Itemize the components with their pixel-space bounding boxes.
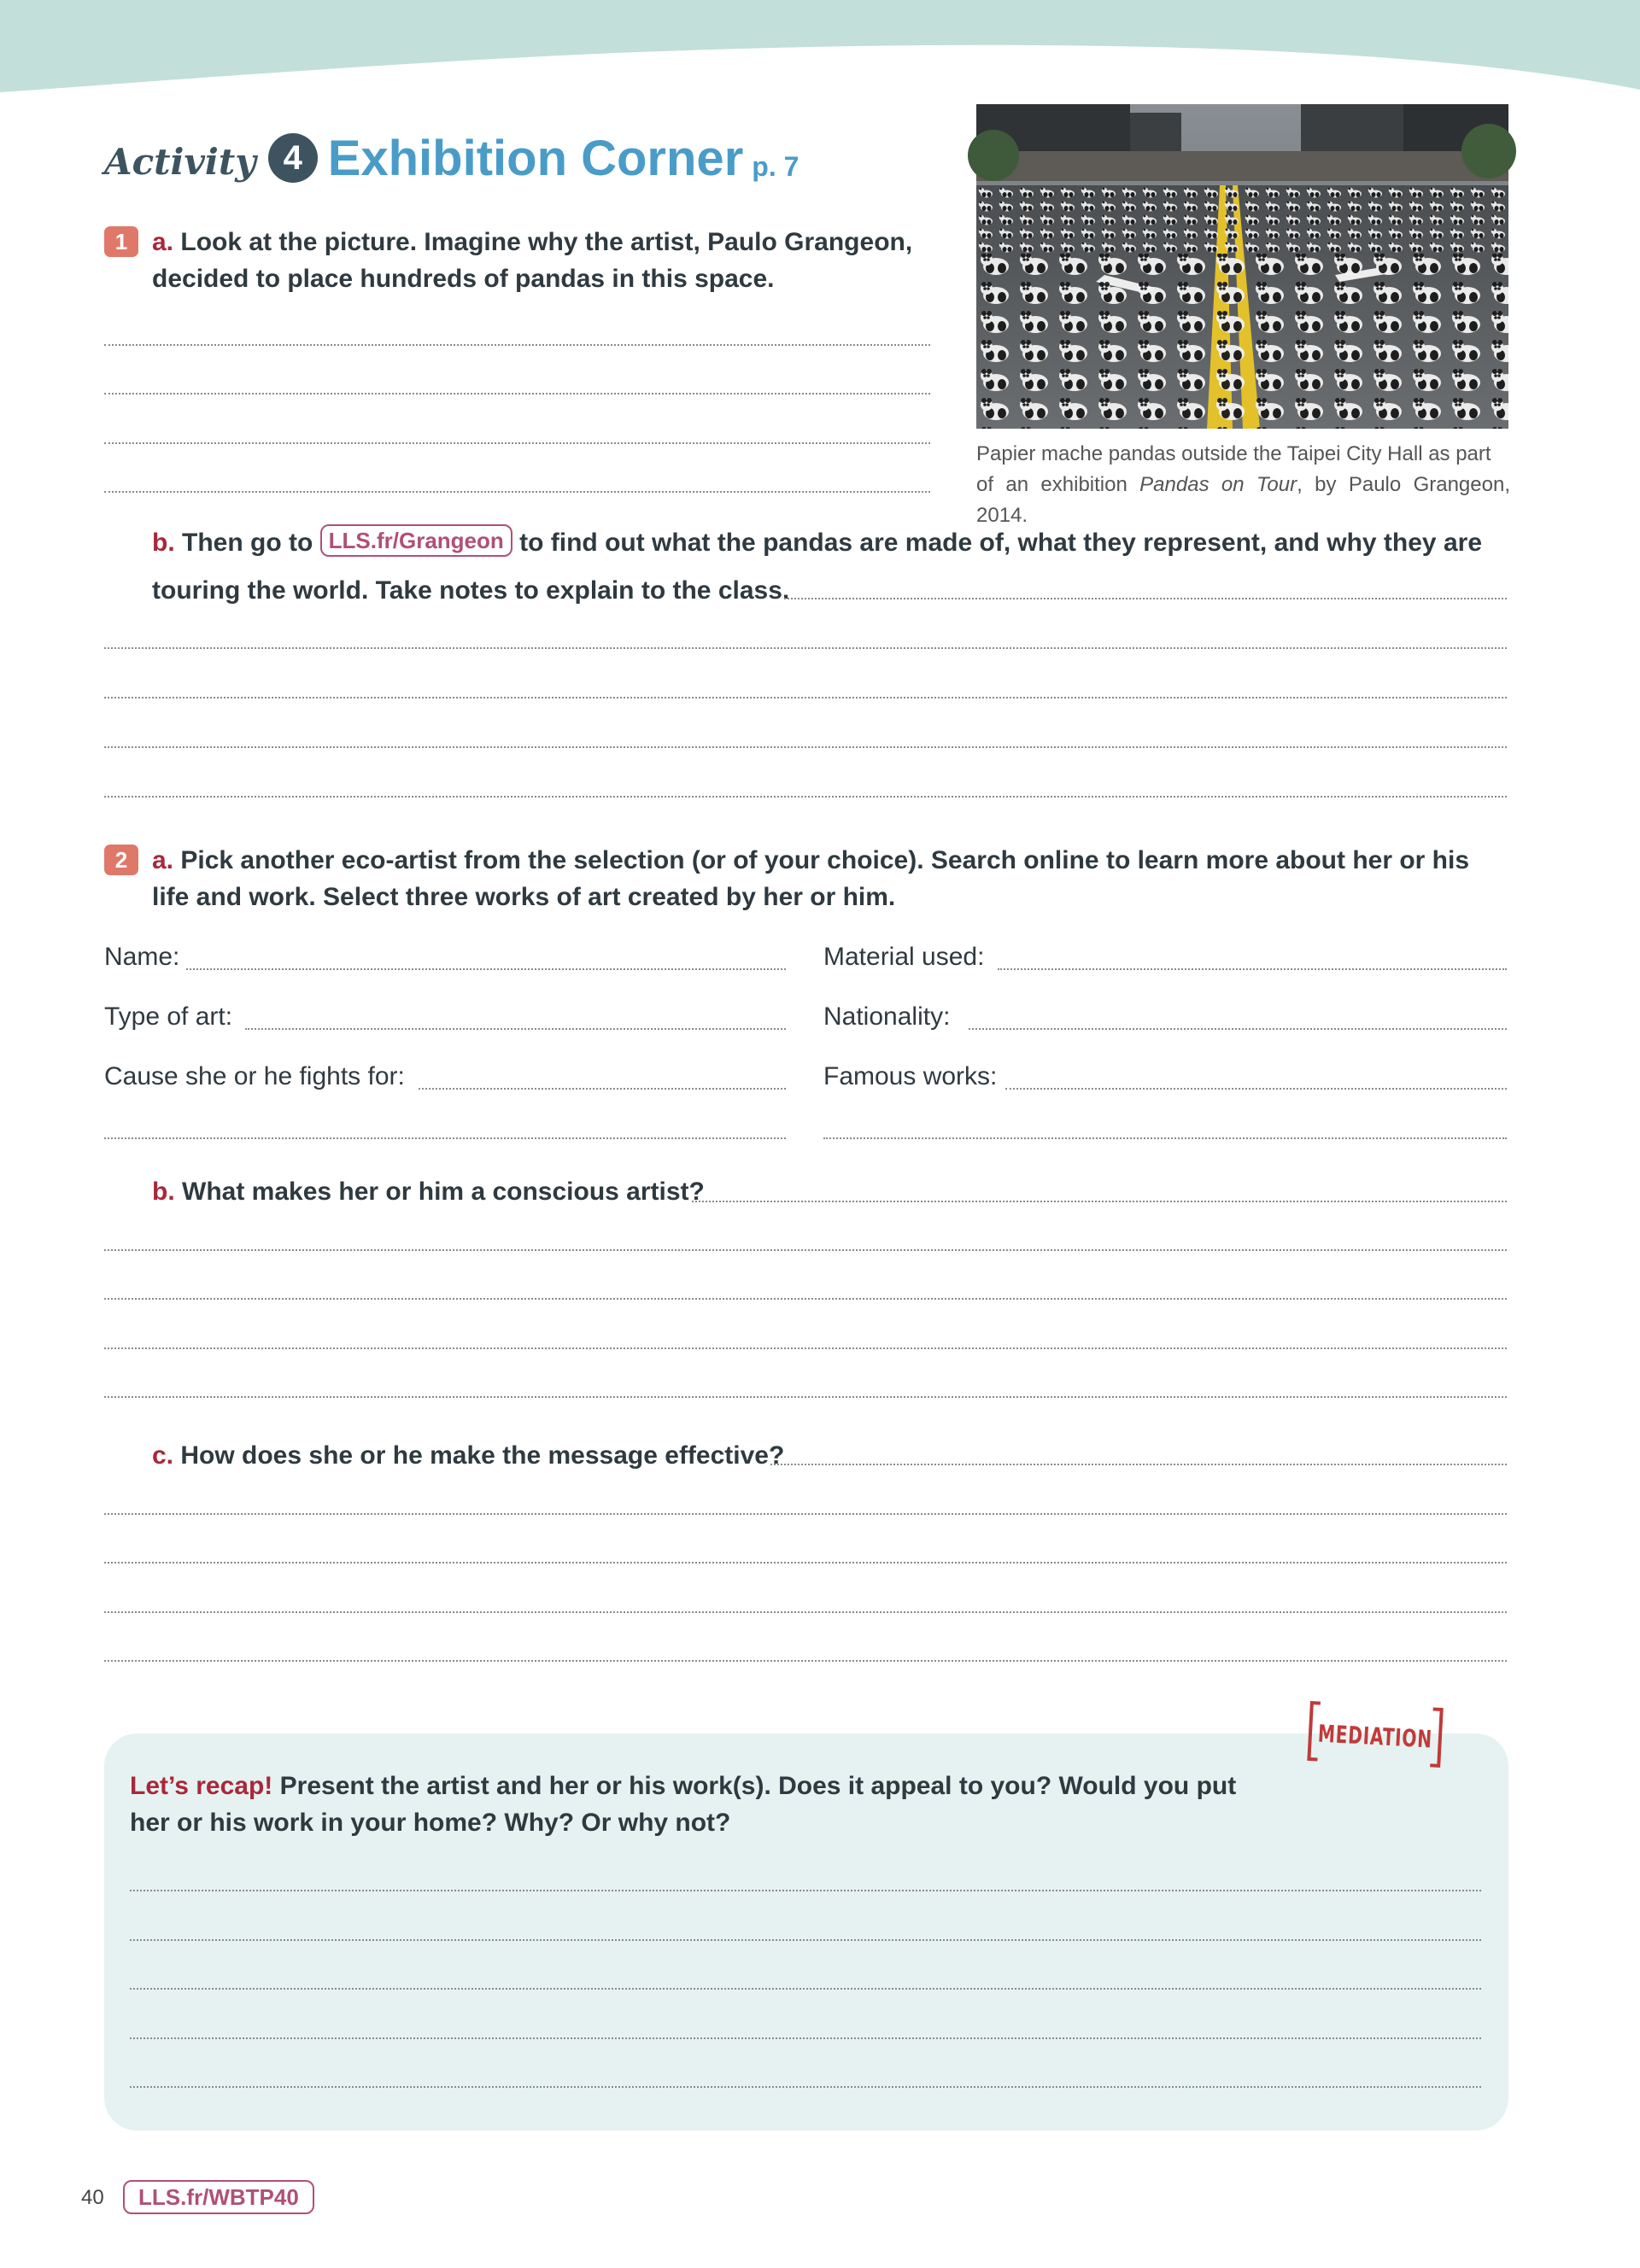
- answer-line-2b-4[interactable]: [104, 1396, 1507, 1398]
- page-number: 40: [81, 2186, 104, 2209]
- answer-line-1a-1[interactable]: [104, 344, 930, 346]
- field-type-input[interactable]: [245, 1028, 786, 1030]
- field-material-input[interactable]: [998, 968, 1507, 970]
- answer-line-1b-1[interactable]: [104, 647, 1507, 649]
- field-cause-label: Cause she or he fights for:: [104, 1062, 405, 1090]
- recap-line-1[interactable]: [130, 1890, 1481, 1891]
- recap-line-3[interactable]: [130, 1988, 1481, 1990]
- pandas-photo: [976, 104, 1508, 429]
- photo-caption: [976, 439, 1510, 531]
- question-2c-text: How does she or he make the message effective?: [180, 1441, 785, 1470]
- question-1-badge: 1: [104, 226, 138, 257]
- answer-line-1b-0[interactable]: [784, 598, 1507, 599]
- field-cause-input-2[interactable]: [104, 1137, 786, 1139]
- field-famous-label: Famous works:: [823, 1062, 998, 1090]
- field-nationality-label: Nationality:: [823, 1002, 951, 1031]
- answer-line-2c-1[interactable]: [104, 1513, 1507, 1515]
- question-1a: [152, 224, 946, 297]
- answer-line-2c-0[interactable]: [770, 1464, 1507, 1465]
- field-famous-input[interactable]: [1005, 1088, 1507, 1090]
- recap-lead: Let’s recap!: [130, 1772, 273, 1800]
- grangeon-link[interactable]: LLS.fr/Grangeon: [320, 524, 512, 557]
- activity-label: Activity: [104, 140, 256, 183]
- field-name-input[interactable]: [186, 968, 786, 970]
- caption-line-2: [976, 470, 1510, 531]
- field-name-label: Name:: [104, 943, 180, 971]
- question-1b-line-1: [152, 524, 1482, 561]
- question-2a-label: a.: [152, 846, 174, 874]
- field-nationality-input[interactable]: [969, 1028, 1507, 1030]
- question-1a-label: a.: [152, 228, 174, 256]
- field-type-label: Type of art:: [104, 1002, 233, 1031]
- answer-line-2b-1[interactable]: [104, 1249, 1507, 1251]
- top-wave-banner: [0, 0, 1640, 94]
- field-cause-input[interactable]: [419, 1088, 786, 1090]
- activity-title: Exhibition Corner: [327, 130, 744, 186]
- question-2b: [152, 1173, 705, 1210]
- question-2-badge: 2: [104, 845, 138, 875]
- field-material-label: Material used:: [823, 943, 985, 971]
- answer-line-2c-2[interactable]: [104, 1562, 1507, 1564]
- question-2a-text: Pick another eco-artist from the selection (or of your choice). Search online to learn more about her or his life and work. Select three works of art created by her or him.: [152, 846, 1470, 911]
- question-1b-text-before: Then go to: [182, 529, 313, 557]
- question-2b-label: b.: [152, 1178, 175, 1206]
- footer-link[interactable]: LLS.fr/WBTP40: [123, 2180, 314, 2214]
- recap-prompt: [130, 1768, 1257, 1841]
- answer-line-2b-3[interactable]: [104, 1347, 1507, 1349]
- answer-line-1b-3[interactable]: [104, 746, 1507, 748]
- caption-exhibition-title: Pandas on Tour: [1139, 473, 1297, 496]
- caption-line-1: Papier mache pandas outside the Taipei City Hall as part: [976, 442, 1491, 465]
- answer-line-1b-4[interactable]: [104, 796, 1507, 798]
- answer-line-1a-3[interactable]: [104, 442, 930, 444]
- caption-line-2-suffix: , by Paulo Grangeon, 2014.: [976, 473, 1510, 527]
- answer-line-1a-4[interactable]: [104, 491, 930, 493]
- recap-line-5[interactable]: [130, 2086, 1481, 2088]
- caption-line-2-prefix: of an exhibition: [976, 473, 1140, 496]
- question-2b-text: What makes her or him a conscious artist?: [182, 1178, 705, 1206]
- pandas-photo-illustration: [976, 104, 1508, 429]
- question-1b-text-after: to find out what the pandas are made of, what they represent, and why they are: [519, 529, 1482, 557]
- answer-line-1a-2[interactable]: [104, 393, 930, 395]
- question-2c: [152, 1437, 784, 1474]
- recap-text: Present the artist and her or his work(s). Does it appeal to you? Would you put her or his work in your home? Why? Or why not?: [130, 1772, 1237, 1837]
- question-2a: [152, 842, 1510, 915]
- field-famous-input-2[interactable]: [823, 1137, 1507, 1139]
- page-reference: p. 7: [752, 150, 800, 182]
- answer-line-2b-2[interactable]: [104, 1298, 1507, 1300]
- mediation-stamp-text: MEDIATION: [1317, 1719, 1478, 1757]
- mediation-stamp: [1307, 1699, 1478, 1771]
- answer-line-1b-2[interactable]: [104, 697, 1507, 699]
- activity-number-badge: 4: [268, 133, 318, 183]
- answer-line-2c-4[interactable]: [104, 1660, 1507, 1662]
- question-1b-line-2: touring the world. Take notes to explain to the class.: [152, 576, 790, 605]
- question-1b-label: b.: [152, 529, 175, 557]
- answer-line-2b-0[interactable]: [692, 1201, 1507, 1202]
- question-1a-text: Look at the picture. Imagine why the artist, Paulo Grangeon, decided to place hundreds of pandas in this space.: [152, 228, 913, 293]
- recap-line-2[interactable]: [130, 1939, 1481, 1941]
- recap-line-4[interactable]: [130, 2037, 1481, 2039]
- activity-header: [104, 128, 799, 188]
- question-2c-label: c.: [152, 1441, 174, 1470]
- answer-line-2c-3[interactable]: [104, 1611, 1507, 1613]
